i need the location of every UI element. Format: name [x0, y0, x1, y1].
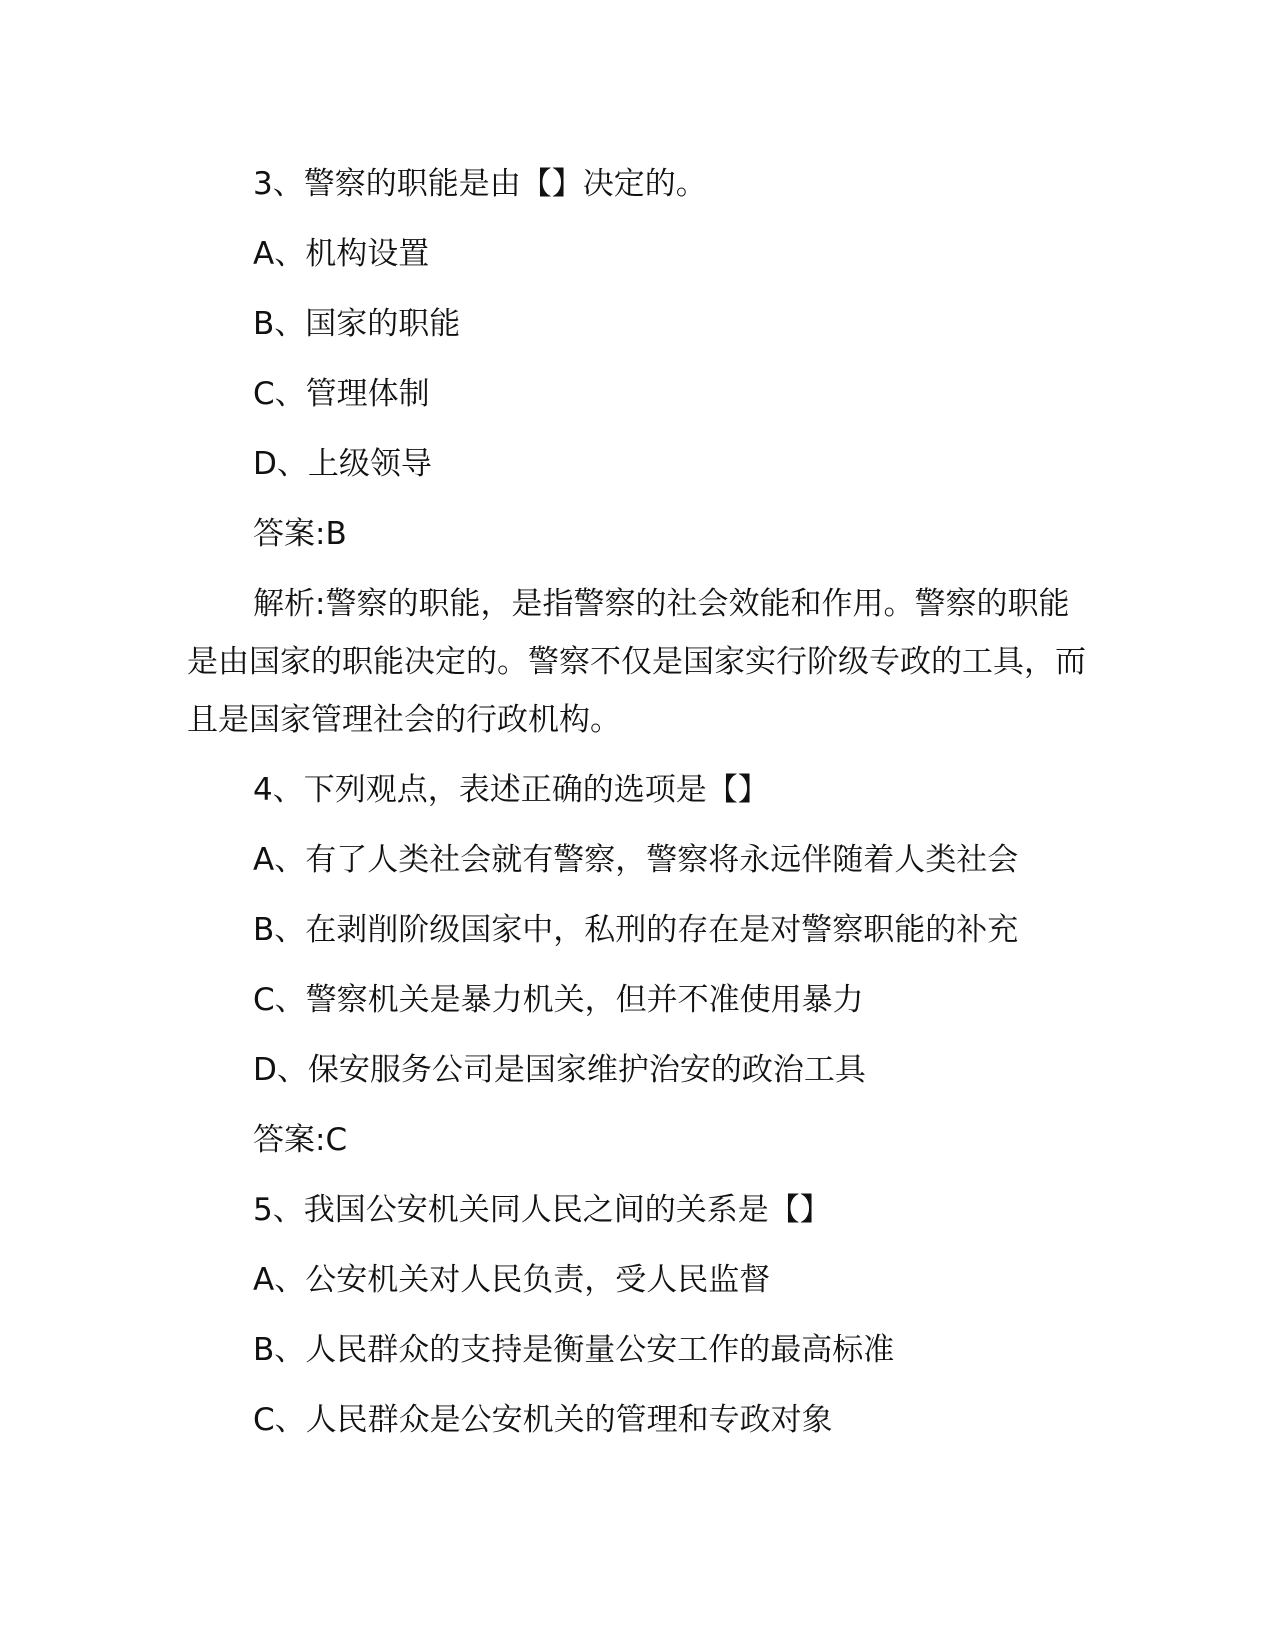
question-5-option-b: B、人民群众的支持是衡量公安工作的最高标准 — [253, 1332, 895, 1368]
question-5-stem: 5、我国公安机关同人民之间的关系是【】 — [253, 1192, 831, 1228]
question-3-option-d: D、上级领导 — [253, 446, 432, 482]
question-4-option-c: C、警察机关是暴力机关，但并不准使用暴力 — [253, 982, 864, 1018]
question-4-answer: 答案:C — [253, 1122, 348, 1158]
question-5-option-c: C、人民群众是公安机关的管理和专政对象 — [253, 1402, 833, 1438]
question-3-option-b: B、国家的职能 — [253, 306, 461, 342]
document-content — [187, 155, 1089, 1461]
question-3-option-c: C、管理体制 — [253, 376, 430, 412]
question-4-option-b: B、在剥削阶级国家中，私刑的存在是对警察职能的补充 — [253, 912, 1019, 948]
question-4-stem: 4、下列观点，表述正确的选项是【】 — [253, 772, 769, 808]
question-5-option-a: A、公安机关对人民负责，受人民监督 — [253, 1262, 771, 1298]
question-3-answer: 答案:B — [253, 516, 347, 552]
question-3-option-a: A、机构设置 — [253, 236, 430, 272]
question-3-stem: 3、警察的职能是由【】决定的。 — [253, 166, 707, 202]
question-3-explanation: 解析:警察的职能，是指警察的社会效能和作用。警察的职能是由国家的职能决定的。警察不仅是国家实行阶级专政的工具，而且是国家管理社会的行政机构。 — [187, 586, 1086, 738]
question-4-option-d: D、保安服务公司是国家维护治安的政治工具 — [253, 1052, 866, 1088]
question-4-option-a: A、有了人类社会就有警察，警察将永远伴随着人类社会 — [253, 842, 1019, 878]
